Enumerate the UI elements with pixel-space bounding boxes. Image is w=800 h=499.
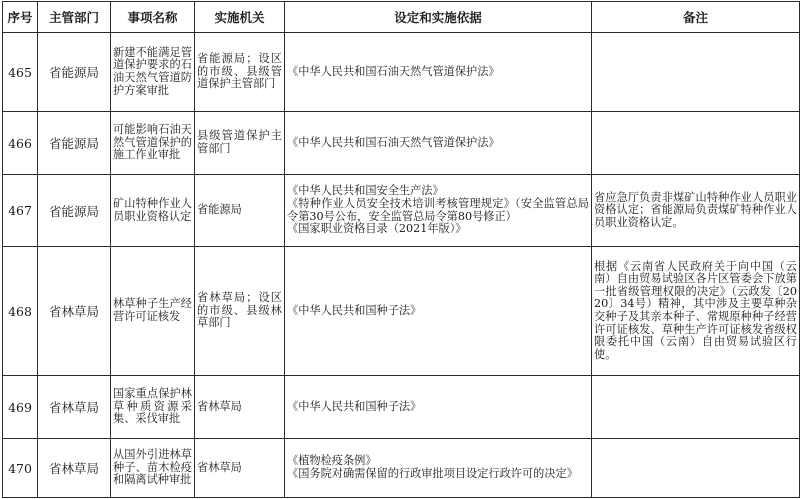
row-basis (285, 33, 592, 112)
table-row (3, 247, 800, 376)
basis-line: 《中华人民共和国安全生产法》 (287, 184, 444, 198)
row-no: 470 (3, 439, 38, 498)
row-no: 465 (3, 33, 38, 112)
header-agency: 实施机关 (195, 2, 285, 33)
row-no: 468 (3, 247, 38, 376)
row-agency: 县级管道保护主管部门 (195, 112, 285, 175)
row-agency: 省林草局 (195, 439, 285, 498)
row-dept: 省林草局 (38, 376, 111, 439)
basis-line: 《中华人民共和国种子法》 (287, 399, 422, 413)
row-note (592, 112, 800, 175)
row-item: 矿山特种作业人员职业资格认定 (111, 175, 195, 247)
row-agency: 省能源局 (195, 175, 285, 247)
row-no: 467 (3, 175, 38, 247)
basis-line: 《中华人民共和国石油天然气管道保护法》 (287, 135, 500, 149)
row-note (592, 33, 800, 112)
row-dept: 省林草局 (38, 439, 111, 498)
table-row (3, 175, 800, 247)
row-dept: 省能源局 (38, 175, 111, 247)
row-dept: 省能源局 (38, 112, 111, 175)
basis-line: 《中华人民共和国石油天然气管道保护法》 (287, 64, 500, 78)
row-item: 从国外引进林草种子、苗木检疫和隔离试种审批 (111, 439, 195, 498)
row-dept: 省林草局 (38, 247, 111, 376)
row-basis (285, 439, 592, 498)
basis-line: 《国家职业资格目录（2021年版）》 (287, 222, 467, 236)
row-note: 根据《云南省人民政府关于向中国（云南）自由贸易试验区各片区管委会下放第一批省级管理权限的决定》（云政发〔2020〕34号）精神，其中涉及主要草种杂交种子及其亲本种子、常规原种种子经营许可证核发、草种生产许可证核发省级权限委托中国（云南）自由贸易试验区行使。 (592, 247, 800, 376)
row-note: 省应急厅负责非煤矿山特种作业人员职业资格认定；省能源局负责煤矿特种作业人员职业资格认定。 (592, 175, 800, 247)
row-item: 可能影响石油天然气管道保护的施工作业审批 (111, 112, 195, 175)
administrative-items-table (2, 1, 800, 498)
row-basis (285, 376, 592, 439)
row-agency: 省能源局；设区的市级、县级管道保护主管部门 (195, 33, 285, 112)
row-note (592, 376, 800, 439)
basis-line: 《国务院对确需保留的行政审批项目设定行政许可的决定》 (287, 467, 578, 480)
header-dept: 主管部门 (38, 2, 111, 33)
row-basis (285, 175, 592, 247)
row-no: 466 (3, 112, 38, 175)
header-basis: 设定和实施依据 (285, 2, 592, 33)
row-dept: 省能源局 (38, 33, 111, 112)
row-note (592, 439, 800, 498)
table-row (3, 376, 800, 439)
row-item: 林草种子生产经营许可证核发 (111, 247, 195, 376)
row-basis (285, 247, 592, 376)
table-row (3, 33, 800, 112)
basis-line: 《植物检疫条例》 (287, 454, 377, 468)
row-item: 新建不能满足管道保护要求的石油天然气管道防护方案审批 (111, 33, 195, 112)
row-no: 469 (3, 376, 38, 439)
header-item: 事项名称 (111, 2, 195, 33)
basis-line: 《中华人民共和国种子法》 (287, 303, 422, 317)
row-basis (285, 112, 592, 175)
table-row (3, 112, 800, 175)
header-row (3, 2, 800, 33)
row-agency: 省林草局；设区的市级、县级林草部门 (195, 247, 285, 376)
basis-line: 《特种作业人员安全技术培训考核管理规定》（安全监管总局令第30号公布，安全监管总局令第80号修正） (287, 196, 589, 223)
row-item: 国家重点保护林草种质资源采集、采伐审批 (111, 376, 195, 439)
table-row (3, 439, 800, 498)
header-note: 备注 (592, 2, 800, 33)
header-no: 序号 (3, 2, 38, 33)
row-agency: 省林草局 (195, 376, 285, 439)
